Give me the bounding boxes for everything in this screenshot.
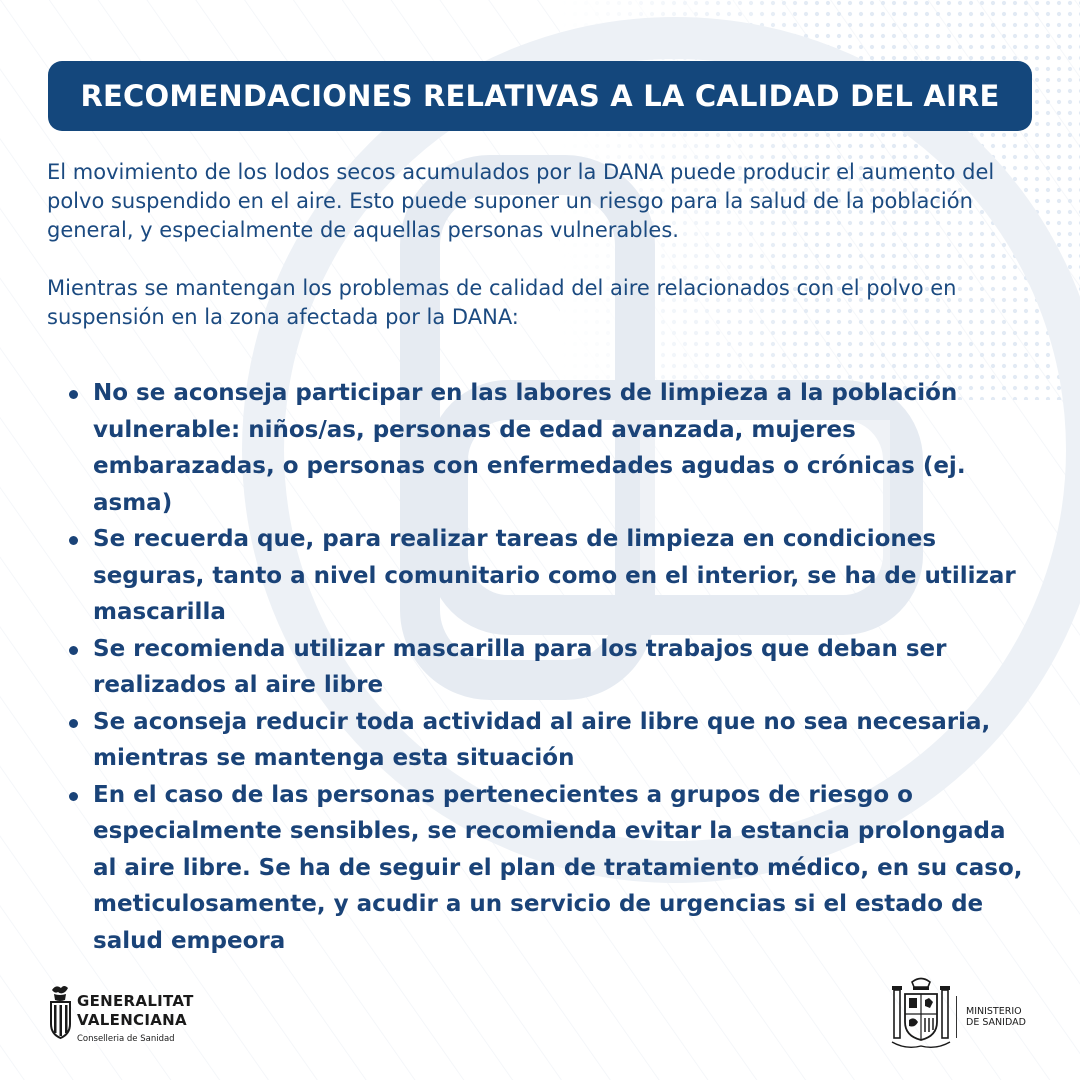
bullet-icon (69, 646, 78, 655)
list-item-text: Se recuerda que, para realizar tareas de limpieza en condiciones seguras, tanto a nivel comunitario como en el interior, se ha de utilizar mascarilla (93, 526, 1016, 625)
list-item (60, 521, 1030, 631)
intro-paragraph: Mientras se mantengan los problemas de calidad del aire relacionados con el polvo en suspensión en la zona afectada por la DANA: (47, 276, 957, 329)
page-title: RECOMENDACIONES RELATIVAS A LA CALIDAD DEL AIRE (80, 79, 1000, 113)
ministerio-sanidad-logo (890, 976, 1040, 1056)
bullet-icon (69, 792, 78, 801)
bullet-icon (69, 719, 78, 728)
list-item (60, 777, 1030, 960)
generalitat-valenciana-logo (48, 984, 248, 1050)
coat-of-arms-icon (890, 976, 952, 1056)
logo-line: GENERALITAT (77, 992, 194, 1010)
list-item-text: No se aconseja participar en las labores de limpieza a la población vulnerable: niños/as, personas de edad avanzada, mujeres embarazadas, o personas con enfermedades agudas o crónicas (ej. asma) (93, 380, 966, 516)
list-item-text: Se aconseja reducir toda actividad al aire libre que no sea necesaria, mientras se mantenga esta situación (93, 708, 991, 771)
logo-line: MINISTERIO (966, 1006, 1022, 1017)
logo-divider (956, 996, 957, 1038)
generalitat-valenciana-emblem-icon (48, 984, 74, 1050)
intro-paragraph: El movimiento de los lodos secos acumulados por la DANA puede producir el aumento del polvo suspendido en el aire. Esto puede suponer un riesgo para la salud de la población general, y especialmente de aquellas personas vulnerables. (47, 160, 995, 242)
list-item (60, 631, 1030, 704)
list-item-text: Se recomienda utilizar mascarilla para los trabajos que deban ser realizados al aire libre (93, 635, 947, 698)
bullet-icon (69, 390, 78, 399)
logo-line: DE SANIDAD (966, 1017, 1026, 1028)
logo-subtitle: Conselleria de Sanidad (77, 1034, 175, 1044)
recommendation-list (60, 375, 1030, 959)
bullet-icon (69, 536, 78, 545)
logo-line: VALENCIANA (77, 1011, 187, 1029)
list-item (60, 704, 1030, 777)
title-banner (48, 61, 1032, 131)
intro-section (47, 158, 1037, 361)
list-item-text: En el caso de las personas pertenecientes a grupos de riesgo o especialmente sensibles, se recomienda evitar la estancia prolongada al aire libre. Se ha de seguir el plan de tratamiento médico, en su caso, meticulosamente, y acudir a un servicio de urgencias si el estado de salud empeora (93, 781, 1023, 954)
list-item (60, 375, 1030, 521)
